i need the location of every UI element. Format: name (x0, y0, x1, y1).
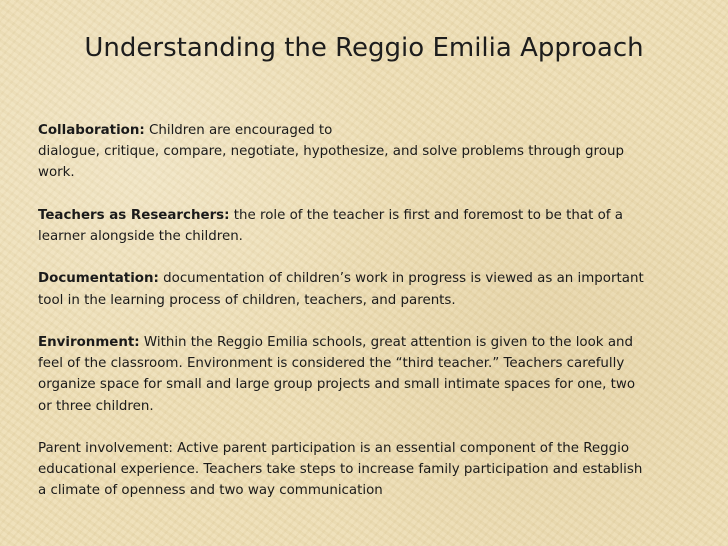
section-label: Documentation: (38, 271, 159, 287)
slide-title: Understanding the Reggio Emilia Approach (84, 33, 644, 63)
section-text: the role of the teacher is first and foremost to be that of a learner alongside the children. (38, 207, 623, 244)
section-text: Children are encouraged to dialogue, critique, compare, negotiate, hypothesize, and solve problems through group work. (38, 123, 624, 181)
section-parent-involvement (38, 438, 708, 502)
section-text: Within the Reggio Emilia schools, great attention is given to the look and feel of the classroom. Environment is considered the “third teacher.” Teachers carefully organize space for small and large group projects and small intimate spaces for one, two or three children. (38, 334, 636, 414)
section-label: Teachers as Researchers: (38, 207, 230, 223)
section-label: Environment: (38, 334, 140, 350)
section-documentation (38, 268, 708, 310)
slide-body (38, 120, 708, 502)
section-teachers-as-researchers (38, 205, 708, 247)
section-text: documentation of children’s work in progress is viewed as an important tool in the learning process of children, teachers, and parents. (38, 271, 644, 308)
section-environment (38, 332, 708, 417)
section-collaboration (38, 120, 708, 184)
section-label: Collaboration: (38, 123, 145, 138)
section-text: Parent involvement: Active parent participation is an essential component of the Reggio educational experience. Teachers take steps to increase family participation and establish a climate of openness and two way communication (38, 440, 643, 499)
